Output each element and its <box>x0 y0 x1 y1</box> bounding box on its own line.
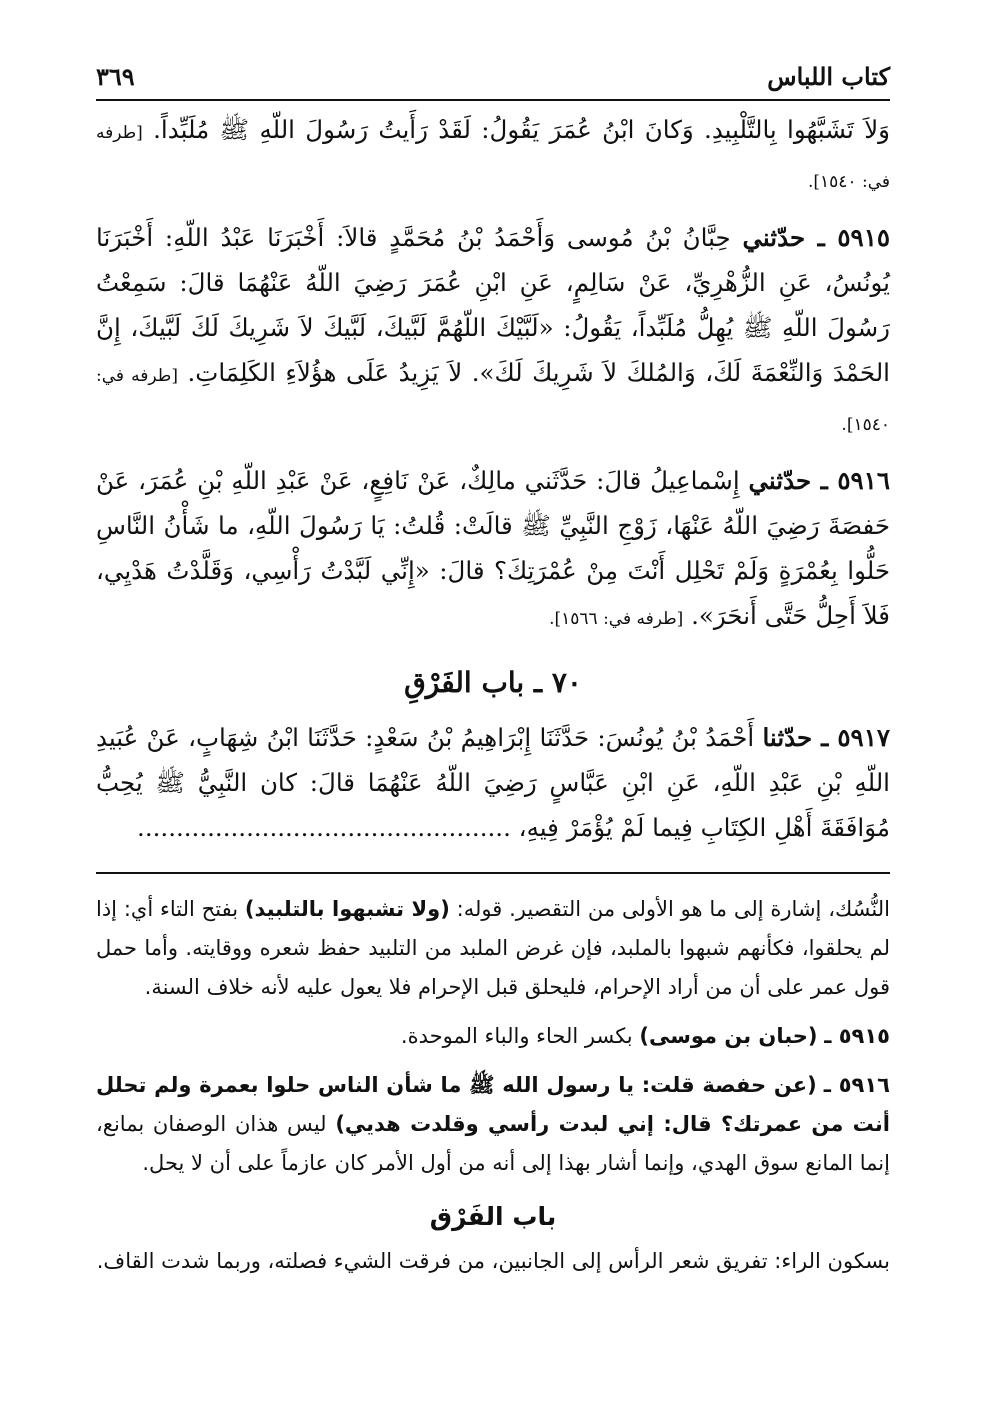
commentary-quote: (عن حفصة قلت: يا رسول الله ﷺ ما شأن الناس حلوا بعمرة ولم تحلل أنت من عمرتك؟ قال: إني لبدت رأسي وقلدت هديي) <box>96 1073 890 1136</box>
commentary-quote: (حبان بن موسى) <box>639 1024 818 1048</box>
commentary-quote: (ولا تشبهوا بالتلبيد) <box>244 897 450 921</box>
running-header <box>96 62 890 91</box>
commentary-divider <box>96 872 890 874</box>
commentary-text: بفتح التاء أي: إذا لم يحلقوا، فكأنهم شبهوا بالملبد، فإن غرض الملبد من التلبيد حفظ شعره ووقايته. وأما حمل قول عمر على أن من أراد الإحرام، فليحلق قبل الإحرام فلا يعول عليه لأنه خلاف السنة. <box>96 897 890 999</box>
commentary-text: بكسر الحاء والباء الموحدة. <box>400 1024 633 1048</box>
commentary-paragraph <box>96 890 890 1007</box>
intro-text: وَلاَ تَشَبَّهُوا بِالتَّلْبِيدِ. وَكانَ ابْنُ عُمَرَ يَقُولُ: لَقَدْ رَأَيتُ رَسُولَ اللّهِ ﷺ مُلَبِّداً. <box>153 115 890 144</box>
continuation-dots: ................................................ <box>137 813 511 842</box>
commentary-number: ٥٩١٥ ـ <box>824 1024 890 1048</box>
header-rule <box>96 99 890 101</box>
commentary <box>96 890 890 1281</box>
commentary-text: النُّسُك، إشارة إلى ما هو الأولى من التقصير. قوله: <box>456 897 890 921</box>
cross-reference: [طرفه في: ١٥٤٠]. <box>96 366 890 435</box>
hadith-number: ٥٩١٥ ـ حدّثني <box>742 223 891 252</box>
hadith-5915 <box>96 215 890 448</box>
hadith-body: أَحْمَدُ بْنُ يُونُسَ: حَدَّثَنَا إِبْرَاهِيمُ بْنُ سَعْدٍ: حَدَّثَنَا ابْنُ شِهَابٍ، عَنْ عُبَيدِ اللّهِ بْنِ عَبْدِ اللّهِ، عَنِ ابْنِ عَبَّاسٍ رَضِيَ اللّهُ عَنْهُمَا قالَ: كان النَّبِيُّ ﷺ يُحِبُّ مُوَافَقَةَ أَهْلِ الكِتَابِ فِيما لَمْ يُؤْمَرْ فِيهِ، <box>96 723 890 842</box>
hadith-body: حِبَّانُ بْنُ مُوسى وَأَحْمَدُ بْنُ مُحَمَّدٍ قالاَ: أَخْبَرَنَا عَبْدُ اللّهِ: أَخْبَرَنَا يُونُسُ، عَنِ الزُّهْرِيِّ، عَنْ سَالِمٍ، عَنِ ابْنِ عُمَرَ رَضِيَ اللّهُ عَنْهُمَا قالَ: سَمِعْتُ رَسُولَ اللّهِ ﷺ يُهِلُّ مُلَبِّداً، يَقُولُ: «لَبَّيْكَ اللّهُمَّ لَبَّيكَ، لَبَّيكَ لاَ شَرِيكَ لَكَ لَبَّيكَ، إِنَّ الحَمْدَ وَالنِّعْمَةَ لَكَ، وَالمُلكَ لاَ شَرِيكَ لَكَ». لاَ يَزِيدُ عَلَى هؤُلاَءِ الكَلِمَاتِ. <box>96 223 890 387</box>
book-title: كتاب اللباس <box>767 62 890 91</box>
hadith-text <box>96 107 890 850</box>
commentary-5915 <box>96 1017 890 1056</box>
hadith-number: ٥٩١٦ ـ حدّثني <box>748 466 890 495</box>
page <box>96 62 890 1291</box>
commentary-paragraph <box>96 1242 890 1281</box>
commentary-text: بسكون الراء: تفريق شعر الرأس إلى الجانبين، من فرقت الشيء فصلته، وربما شدت القاف. <box>96 1249 890 1273</box>
commentary-text: ليس هذان الوصفان بمانع، إنما المانع سوق الهدي، وإنما أشار بهذا إلى أنه من أول الأمر كان عازماً على أن لا يحل. <box>96 1112 890 1175</box>
page-number: ٣٦٩ <box>96 62 135 91</box>
commentary-5916 <box>96 1066 890 1183</box>
hadith-number: ٥٩١٧ ـ حدّثنا <box>762 723 891 752</box>
intro-paragraph <box>96 107 890 205</box>
hadith-body: إِسْماعِيلُ قالَ: حَدَّثَني مالِكٌ، عَنْ نَافِعٍ، عَنْ عَبْدِ اللّهِ بْنِ عُمَرَ، عَنْ حَفصَةَ رَضِيَ اللّهُ عَنْهَا، زَوْجِ النَّبِيِّ ﷺ قالَتْ: قُلتُ: يَا رَسُولَ اللّهِ، ما شَأْنُ النَّاسِ حَلُّوا بِعُمْرَةٍ وَلَمْ تَحْلِل أَنْتَ مِنْ عُمْرَتِكَ؟ قالَ: «إِنِّي لَبَّدْتُ رَأْسِي، وَقَلَّدْتُ هَدْيِي، فَلاَ أَحِلُّ حَتَّى أَنحَرَ». <box>96 466 890 630</box>
commentary-number: ٥٩١٦ ـ <box>823 1073 890 1097</box>
hadith-5917 <box>96 715 890 850</box>
cross-reference: [طرفه في: ١٥٦٦]. <box>549 609 684 629</box>
cross-reference: [طرفه في: ١٥٤٠]. <box>96 123 890 192</box>
chapter-heading: ٧٠ ـ باب الفَرْقِ <box>404 666 582 699</box>
commentary-chapter-heading: باب الفَرْق <box>429 1202 557 1231</box>
hadith-5916 <box>96 458 890 642</box>
